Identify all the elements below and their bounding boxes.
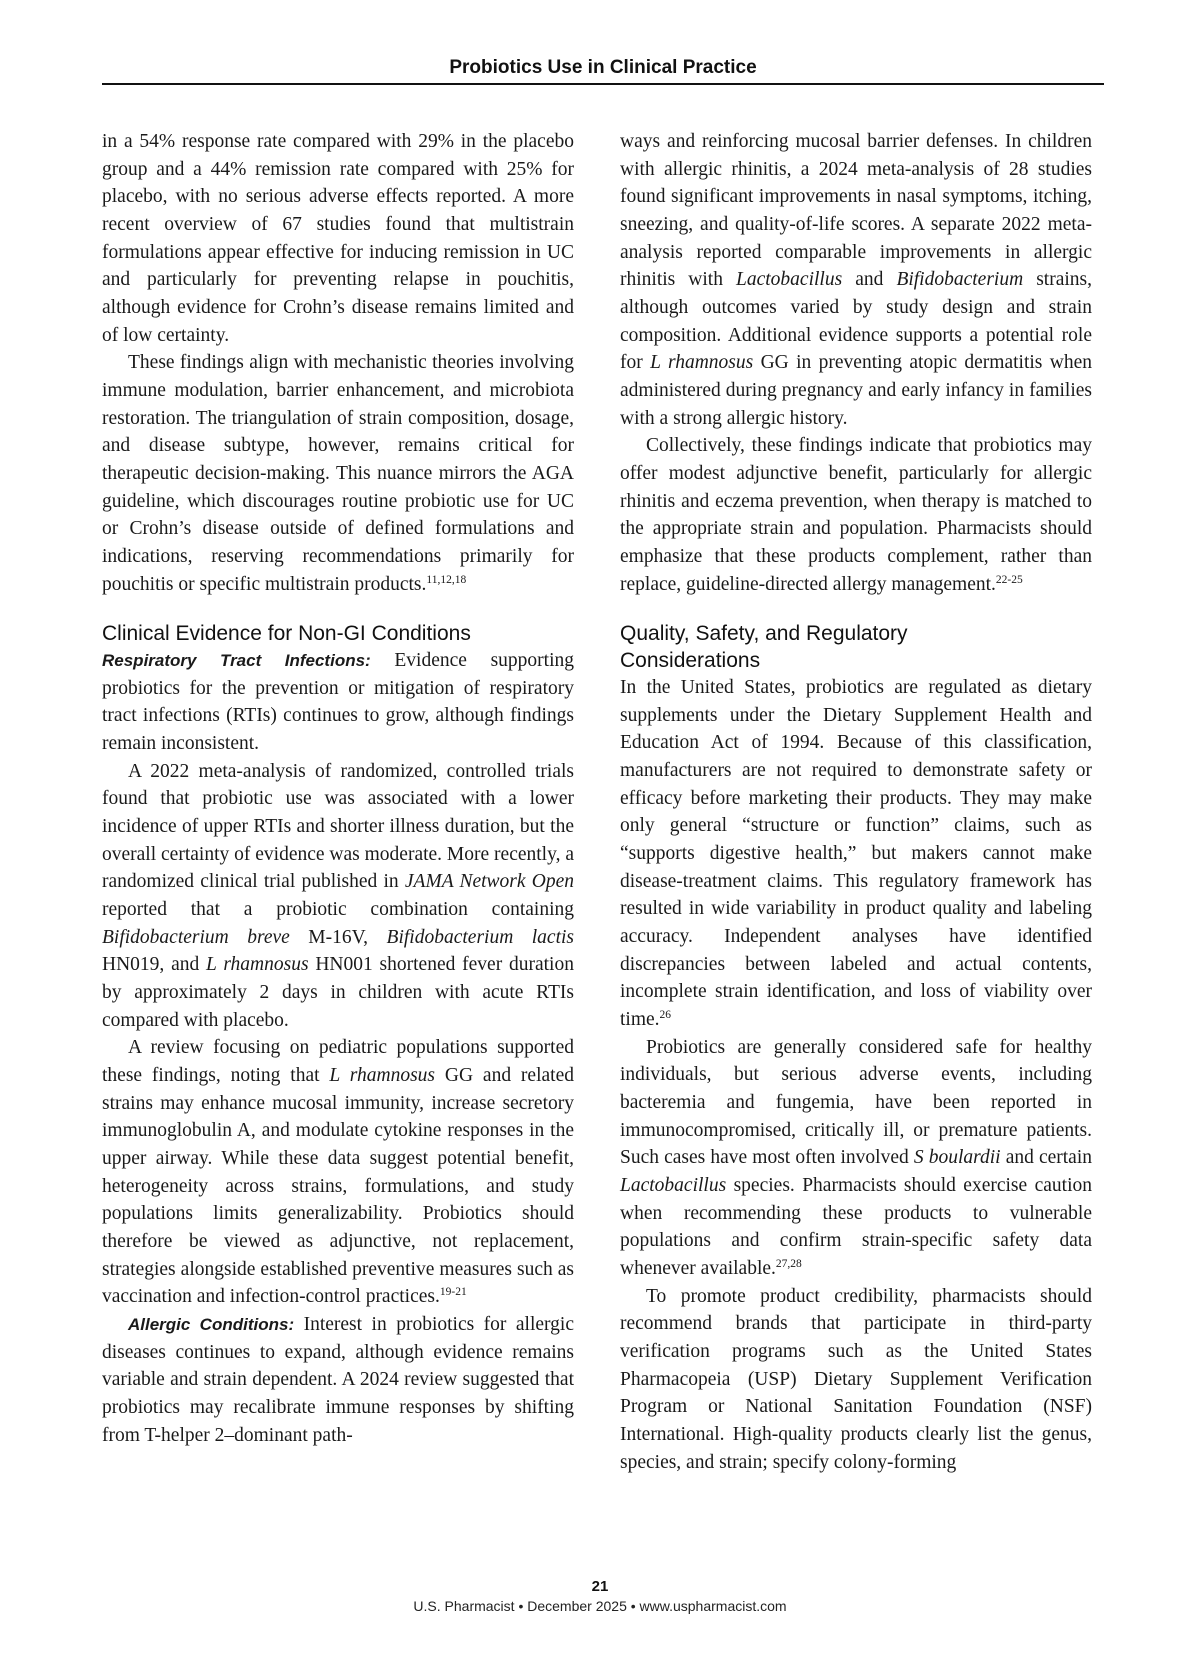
text-run: ways and reinforcing mucosal barrier defenses. In children with allergic rhinitis, a 2024 meta-analysis of 28 studies found significant improvements in nasal symptoms, itching, sneezing, and quality-of-life scores. A separate 2022 meta-analysis reported comparable improvements in allergic rhinitis with <box>620 131 1092 291</box>
paragraph <box>102 349 574 598</box>
species-name: L rhamnosus <box>329 1065 436 1086</box>
paragraph-text: These findings align with mechanistic theories involving immune modulation, barrier enhancement, and microbiota restoration. The triangulation of strain composition, dosage, and disease subtype, however, remains critical for therapeutic decision-making. This nuance mirrors the AGA guideline, which discourages routine probiotic use for UC or Crohn’s disease outside of defined formulations and indications, reserving recommendations primarily for pouchitis or specific multistrain products. <box>102 352 574 595</box>
citation: 27,28 <box>775 1257 802 1270</box>
text-run: and certain <box>1000 1147 1092 1169</box>
page-number: 21 <box>591 1578 609 1595</box>
paragraph-text: Evidence supporting probiotics for the prevention or mitigation of respiratory tract infections (RTIs) continues to grow, although findings remain inconsistent. <box>102 650 575 755</box>
rti-subhead: Respiratory Tract Infections: <box>102 651 371 671</box>
journal-name: JAMA Network Open <box>404 871 574 893</box>
heading-line: Considerations <box>620 649 761 673</box>
species-name: Bifidobacterium breve <box>102 926 290 948</box>
species-name: L rhamnosus <box>206 954 309 976</box>
citation: 22-25 <box>995 573 1023 586</box>
text-run: Probiotics are generally considered safe for healthy individuals, but serious adverse events, including bacteremia and fungemia, have been reported in immunocompromised, critically ill, or premature patients. Such cases have most often involved <box>620 1036 1092 1169</box>
allergic-subhead: Allergic Conditions: <box>128 1314 295 1334</box>
right-column <box>620 128 1092 1476</box>
species-name: S boulardii <box>913 1147 1001 1169</box>
paragraph: in a 54% response rate compared with 29% in the placebo group and a 44% remission rate compared with 25% for placebo, with no serious adverse effects reported. A more recent overview of 67 studies found that multistrain formulations appear effective for inducing remission in UC and particularly for preventing relapse in pouchitis, although evidence for Crohn’s disease remains limited and of low certainty. <box>102 131 574 346</box>
text-run: GG in preventing atopic dermatitis when administered during pregnancy and early infancy in families with a strong allergic history. <box>620 352 1092 429</box>
paragraph: To promote product credibility, pharmacists should recommend brands that participate in third-party verification programs such as the United States Pharmacopeia (USP) Dietary Supplement Verification Program or National Sanitation Foundation (NSF) International. High-quality products clearly list the genus, species, and strain; specify colony-forming <box>620 1285 1092 1473</box>
heading-line: Quality, Safety, and Regulatory <box>620 622 908 646</box>
paragraph <box>102 1311 574 1449</box>
paragraph <box>620 432 1092 598</box>
paragraph <box>102 1034 574 1311</box>
text-run: M-16V, <box>289 926 387 948</box>
header-rule <box>102 83 1104 85</box>
paragraph <box>620 674 1092 1034</box>
paragraph <box>102 647 574 758</box>
citation: 19-21 <box>439 1286 467 1299</box>
species-name: L rhamnosus <box>650 352 754 374</box>
citation: 26 <box>659 1009 672 1022</box>
running-title: Probiotics Use in Clinical Practice <box>449 57 757 78</box>
species-name: Bifidobacterium lactis <box>386 926 575 948</box>
paragraph-text: Interest in probiotics for allergic diseases continues to expand, although evidence remains variable and strain dependent. A 2024 review suggested that probiotics may recalibrate immune responses by shifting from T-helper 2–dominant path- <box>102 1313 574 1446</box>
text-run: A review focusing on pediatric populations supported these findings, noting that <box>102 1037 574 1086</box>
paragraph <box>620 128 1092 432</box>
paragraph <box>102 758 574 1035</box>
text-run: reported that a probiotic combination containing <box>102 899 574 921</box>
left-column <box>102 128 574 1449</box>
text-run: A 2022 meta-analysis of randomized, controlled trials found that probiotic use was associated with a lower incidence of upper RTIs and shorter illness duration, but the overall certainty of evidence was moderate. More recently, a randomized clinical trial published in <box>102 760 574 893</box>
text-run: GG and related strains may enhance mucosal immunity, increase secretory immunoglobulin A, and modulate cytokine responses in the upper airway. While these data suggest potential benefit, heterogeneity across strains, formulations, and study populations limits generalizability. Probiotics should therefore be viewed as adjunctive, not replacement, strategies alongside established preventive measures such as vaccination and infection-control practices. <box>102 1065 574 1308</box>
publication-footer: U.S. Pharmacist • December 2025 • www.uspharmacist.com <box>413 1598 787 1614</box>
paragraph <box>620 1034 1092 1283</box>
text-run: strains, although outcomes varied by study design and strain composition. Additional evidence supports a potential role for <box>620 269 1093 374</box>
citation: 11,12,18 <box>426 573 467 586</box>
paragraph-text: In the United States, probiotics are regulated as dietary supplements under the Dietary Supplement Health and Education Act of 1994. Because of this classification, manufacturers are not required to demonstrate safety or efficacy before marketing their products. They may make only general “structure or function” claims, such as “supports digestive health,” but makers cannot make disease-treatment claims. This regulatory framework has resulted in wide variability in product quality and labeling accuracy. Independent analyses have identified discrepancies between labeled and actual contents, incomplete strain identification, and loss of viability over time. <box>620 677 1092 1031</box>
text-run: species. Pharmacists should exercise caution when recommending these products to vulnerable populations and confirm strain-specific safety data whenever available. <box>620 1174 1092 1279</box>
species-name: Bifidobacterium <box>896 269 1024 291</box>
paragraph-text: Collectively, these findings indicate that probiotics may offer modest adjunctive benefit, particularly for allergic rhinitis and eczema prevention, when therapy is matched to the appropriate strain and population. Pharmacists should emphasize that these products complement, rather than replace, guideline-directed allergy management. <box>620 435 1092 595</box>
text-run: HN019, and <box>102 954 207 976</box>
text-run: and <box>842 269 897 291</box>
species-name: Lactobacillus <box>736 269 843 291</box>
section-heading-non-gi: Clinical Evidence for Non-GI Conditions <box>102 622 471 646</box>
species-name: Lactobacillus <box>620 1174 727 1196</box>
text-run: HN001 shortened fever duration by approximately 2 days in children with acute RTIs compared with placebo. <box>102 954 574 1031</box>
section-heading-quality-safety <box>620 620 1092 674</box>
